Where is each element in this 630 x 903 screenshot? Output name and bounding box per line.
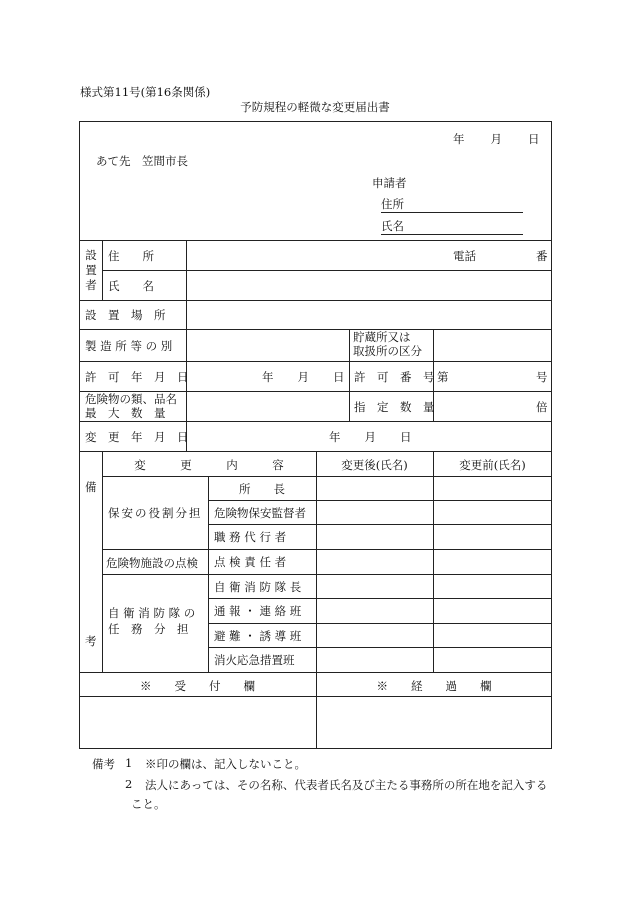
before-header: 変更前(氏名): [459, 458, 526, 472]
role-brigade-chief: 自 衛 消 防 隊 長: [214, 580, 302, 594]
note-1-number: 1: [125, 756, 133, 770]
permit-no-prefix: 第: [437, 370, 449, 384]
notes-label: 備考: [92, 757, 115, 771]
hazmat-label: 危険物の類、品名 最 大 数 量: [85, 392, 177, 420]
inspection-label: 危険物施設の点検: [106, 556, 198, 570]
security-roles-label: 保安の役割分担: [108, 506, 203, 520]
change-date-label: 変 更 年 月 日: [85, 430, 189, 444]
role-evacuation-team: 避 難 ・ 誘 導 班: [214, 629, 302, 643]
page-title: 予防規程の軽微な変更届出書: [240, 100, 390, 114]
location-label: 設 置 場 所: [85, 308, 166, 322]
designated-qty-label: 指 定 数 量: [354, 400, 435, 414]
permit-no-label: 許 可 番 号: [354, 370, 435, 384]
form-number: 様式第11号(第16条関係): [80, 85, 211, 99]
process-header: ※ 経 過 欄: [376, 679, 492, 693]
applicant-name-field[interactable]: 氏名: [381, 218, 523, 235]
role-firefighting-team: 消火応急措置班: [214, 653, 295, 667]
phone-suffix: 番: [536, 249, 548, 263]
note-2-number: 2: [125, 777, 133, 791]
fire-brigade-label: 自 衛 消 防 隊 の 任 務 分 担: [108, 606, 196, 636]
role-director: 所 長: [239, 482, 285, 496]
storage-type-label: 貯蔵所又は 取扱所の区分: [353, 330, 422, 358]
change-date-value: 年 月 日: [329, 430, 412, 444]
after-header: 変更後(氏名): [341, 458, 408, 472]
applicant-label: 申請者: [372, 176, 407, 190]
note-1-text: ※印の欄は、記入しないこと。: [145, 757, 306, 771]
reception-header: ※ 受 付 欄: [140, 679, 255, 693]
remarks-char-2: 考: [85, 634, 97, 648]
permit-date-label: 許 可 年 月 日: [85, 370, 189, 384]
multiple-suffix: 倍: [536, 400, 548, 414]
note-2-text-cont: こと。: [131, 797, 166, 811]
installer-name-label: 氏 名: [108, 279, 154, 293]
addressee: あて先 笠間市長: [96, 154, 188, 168]
permit-date-value: 年 月 日: [262, 370, 345, 384]
role-deputy: 職 務 代 行 者: [214, 530, 287, 544]
installer-label: 設 置 者: [85, 248, 97, 292]
change-content-header: 変 更 内 容: [134, 458, 284, 472]
applicant-address-field[interactable]: 住所: [381, 196, 523, 213]
remarks-char-1: 備: [85, 480, 97, 494]
note-2-text: 法人にあっては、その名称、代表者氏名及び主たる事務所の所在地を記入する: [145, 778, 548, 792]
role-hazmat-supervisor: 危険物保安監督者: [214, 506, 306, 520]
phone-label: 電話: [453, 249, 476, 263]
installer-address-label: 住 所: [108, 249, 154, 263]
facility-type-label: 製 造 所 等 の 別: [85, 339, 173, 353]
date-line: 年 月 日: [453, 132, 540, 146]
role-alert-team: 通 報 ・ 連 絡 班: [214, 604, 302, 618]
role-inspection-chief: 点 検 責 任 者: [214, 555, 287, 569]
permit-no-suffix: 号: [536, 370, 548, 384]
